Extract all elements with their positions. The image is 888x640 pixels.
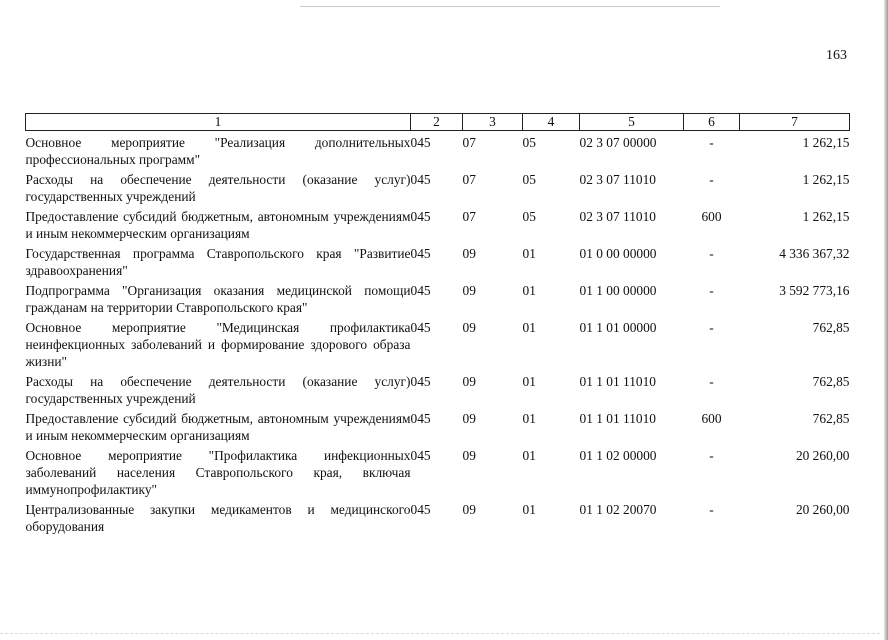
header-col-7: 7 (740, 114, 850, 131)
row-expense-type: 600 (701, 411, 722, 426)
row-amount: 20 260,00 (795, 502, 850, 517)
row-target-code: 02 3 07 00000 (579, 135, 657, 150)
row-name: Подпрограмма "Организация оказания медицинской помощи гражданам на территории Ставропольского края" (25, 283, 411, 315)
row-section: 09 (462, 502, 476, 517)
row-section: 09 (462, 448, 476, 463)
row-target-code: 01 1 02 00000 (579, 448, 657, 463)
table-row (26, 131, 850, 169)
row-subsection: 05 (522, 135, 536, 150)
row-section: 09 (462, 283, 476, 298)
row-admin-code: 045 (410, 283, 431, 298)
row-expense-type: - (709, 320, 714, 335)
header-col-2: 2 (411, 114, 463, 131)
row-section: 09 (462, 374, 476, 389)
table-row (26, 370, 850, 407)
row-section: 09 (462, 246, 476, 261)
row-subsection: 05 (522, 172, 536, 187)
row-target-code: 02 3 07 11010 (579, 209, 656, 224)
row-amount: 3 592 773,16 (779, 283, 850, 298)
row-amount: 762,85 (812, 374, 850, 389)
table-row (26, 407, 850, 444)
scan-edge-top (300, 6, 720, 7)
row-amount: 762,85 (812, 320, 850, 335)
row-expense-type: 600 (701, 209, 722, 224)
row-subsection: 01 (522, 283, 536, 298)
row-amount: 1 262,15 (802, 172, 850, 187)
row-subsection: 01 (522, 374, 536, 389)
row-name: Государственная программа Ставропольского края "Развитие здравоохранения" (25, 246, 411, 278)
row-name: Расходы на обеспечение деятельности (оказание услуг) государственных учреждений (25, 172, 411, 204)
row-section: 09 (462, 320, 476, 335)
row-target-code: 01 1 02 20070 (579, 502, 657, 517)
row-name: Расходы на обеспечение деятельности (оказание услуг) государственных учреждений (25, 374, 411, 406)
row-admin-code: 045 (410, 172, 431, 187)
row-target-code: 01 1 01 11010 (579, 411, 656, 426)
row-name: Основное мероприятие "Реализация дополнительных профессиональных программ" (25, 135, 411, 167)
row-subsection: 01 (522, 411, 536, 426)
row-admin-code: 045 (410, 502, 431, 517)
row-expense-type: - (709, 448, 714, 463)
budget-table (25, 113, 850, 535)
row-subsection: 01 (522, 502, 536, 517)
header-col-4: 4 (523, 114, 580, 131)
row-target-code: 01 1 01 00000 (579, 320, 657, 335)
table-row (26, 242, 850, 279)
row-target-code: 01 0 00 00000 (579, 246, 657, 261)
row-section: 09 (462, 411, 476, 426)
row-expense-type: - (709, 172, 714, 187)
table-row (26, 168, 850, 205)
header-col-3: 3 (463, 114, 523, 131)
row-amount: 4 336 367,32 (779, 246, 850, 261)
scan-edge-right (884, 0, 888, 640)
row-amount: 762,85 (812, 411, 850, 426)
row-admin-code: 045 (410, 320, 431, 335)
row-admin-code: 045 (410, 374, 431, 389)
row-admin-code: 045 (410, 411, 431, 426)
table-row (26, 498, 850, 535)
table-header-row (26, 114, 850, 131)
row-expense-type: - (709, 374, 714, 389)
row-expense-type: - (709, 135, 714, 150)
header-col-1: 1 (26, 114, 411, 131)
row-admin-code: 045 (410, 135, 431, 150)
row-admin-code: 045 (410, 209, 431, 224)
row-name: Основное мероприятие "Медицинская профилактика неинфекционных заболеваний и формирование здорового образа жизни" (25, 320, 411, 369)
row-amount: 1 262,15 (802, 209, 850, 224)
row-target-code: 01 1 01 11010 (579, 374, 656, 389)
row-admin-code: 045 (410, 246, 431, 261)
row-section: 07 (462, 172, 476, 187)
row-target-code: 01 1 00 00000 (579, 283, 657, 298)
row-subsection: 01 (522, 320, 536, 335)
row-amount: 20 260,00 (795, 448, 850, 463)
row-name: Основное мероприятие "Профилактика инфекционных заболеваний населения Ставропольского края, включая иммунопрофилактику" (25, 448, 411, 497)
header-col-6: 6 (684, 114, 740, 131)
header-col-5: 5 (580, 114, 684, 131)
row-name: Предоставление субсидий бюджетным, автономным учреждениям и иным некоммерческим организациям (25, 411, 411, 443)
row-expense-type: - (709, 283, 714, 298)
row-target-code: 02 3 07 11010 (579, 172, 656, 187)
table-row (26, 205, 850, 242)
row-subsection: 05 (522, 209, 536, 224)
row-section: 07 (462, 135, 476, 150)
row-expense-type: - (709, 502, 714, 517)
table-row (26, 316, 850, 370)
table-row (26, 279, 850, 316)
row-name: Предоставление субсидий бюджетным, автономным учреждениям и иным некоммерческим организациям (25, 209, 411, 241)
row-amount: 1 262,15 (802, 135, 850, 150)
scan-edge-bottom (0, 633, 880, 634)
row-subsection: 01 (522, 246, 536, 261)
row-expense-type: - (709, 246, 714, 261)
row-subsection: 01 (522, 448, 536, 463)
table-row (26, 444, 850, 498)
row-section: 07 (462, 209, 476, 224)
row-admin-code: 045 (410, 448, 431, 463)
page-number: 163 (826, 48, 847, 63)
row-name: Централизованные закупки медикаментов и медицинского оборудования (25, 502, 411, 534)
